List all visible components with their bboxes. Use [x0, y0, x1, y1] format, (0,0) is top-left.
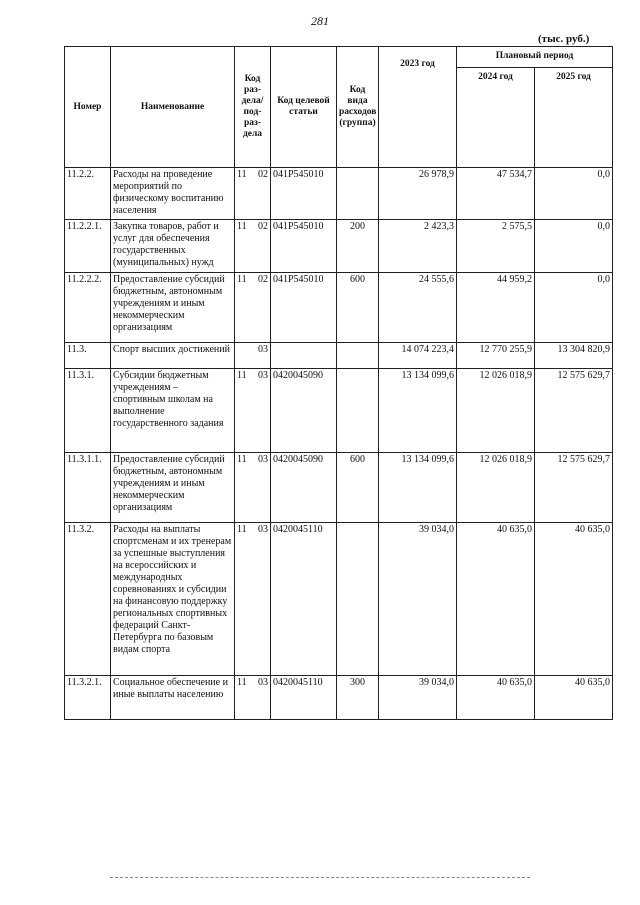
row-section-part: 11	[237, 524, 247, 535]
row-section-part: 11	[237, 274, 247, 285]
row-subsection-part: 02	[258, 221, 268, 232]
header-target: Код целевой статьи	[271, 47, 337, 168]
row-section-code	[235, 168, 271, 220]
row-name: Предоставление субсидий бюджетным, автономным учреждениям и иным некоммерческим организациям	[111, 453, 235, 523]
row-value-2024: 2 575,5	[457, 220, 535, 273]
row-expense-type: 600	[337, 273, 379, 343]
row-name: Спорт высших достижений	[111, 343, 235, 369]
row-value-2025: 40 635,0	[535, 523, 613, 676]
row-value-2024: 12 770 255,9	[457, 343, 535, 369]
table-row	[65, 369, 613, 453]
header-name: Наименование	[111, 47, 235, 168]
header-number: Номер	[65, 47, 111, 168]
table-row	[65, 343, 613, 369]
table-row	[65, 453, 613, 523]
row-subsection-part: 03	[258, 677, 268, 688]
row-section-code	[235, 343, 271, 369]
row-subsection-part: 03	[258, 454, 268, 465]
row-number: 11.2.2.2.	[65, 273, 111, 343]
header-2023: 2023 год	[379, 47, 457, 168]
row-value-2024: 40 635,0	[457, 523, 535, 676]
table-row	[65, 220, 613, 273]
row-value-2025: 0,0	[535, 273, 613, 343]
row-target-code: 0420045090	[271, 369, 337, 453]
row-expense-type	[337, 343, 379, 369]
row-name: Предоставление субсидий бюджетным, автономным учреждениям и иным некоммерческим организациям	[111, 273, 235, 343]
header-2024: 2024 год	[457, 67, 535, 168]
row-section-code	[235, 273, 271, 343]
row-expense-type: 600	[337, 453, 379, 523]
row-number: 11.3.1.1.	[65, 453, 111, 523]
row-value-2024: 40 635,0	[457, 676, 535, 720]
row-value-2023: 39 034,0	[379, 523, 457, 676]
row-section-part: 11	[237, 221, 247, 232]
row-value-2024: 47 534,7	[457, 168, 535, 220]
row-target-code: 041P545010	[271, 273, 337, 343]
row-value-2025: 0,0	[535, 168, 613, 220]
row-value-2024: 44 959,2	[457, 273, 535, 343]
row-value-2025: 0,0	[535, 220, 613, 273]
row-number: 11.2.2.1.	[65, 220, 111, 273]
row-value-2025: 13 304 820,9	[535, 343, 613, 369]
row-name: Расходы на проведение мероприятий по физическому воспитанию населения	[111, 168, 235, 220]
row-target-code: 0420045110	[271, 523, 337, 676]
page-number: 281	[311, 14, 329, 28]
row-value-2023: 2 423,3	[379, 220, 457, 273]
table-row	[65, 273, 613, 343]
header-planned: Плановый период	[457, 47, 613, 68]
row-number: 11.2.2.	[65, 168, 111, 220]
row-number: 11.3.2.1.	[65, 676, 111, 720]
row-name: Закупка товаров, работ и услуг для обеспечения государственных (муниципальных) нужд	[111, 220, 235, 273]
row-number: 11.3.2.	[65, 523, 111, 676]
row-expense-type	[337, 523, 379, 676]
header-section: Код раз-дела/ под-раз-дела	[235, 47, 271, 168]
row-number: 11.3.1.	[65, 369, 111, 453]
header-2025: 2025 год	[535, 67, 613, 168]
table-row	[65, 523, 613, 676]
row-subsection-part: 03	[258, 524, 268, 535]
table-row	[65, 168, 613, 220]
row-number: 11.3.	[65, 343, 111, 369]
row-section-code	[235, 369, 271, 453]
row-value-2023: 13 134 099,6	[379, 369, 457, 453]
row-target-code: 0420045110	[271, 676, 337, 720]
row-subsection-part: 03	[258, 370, 268, 381]
row-target-code: 0420045090	[271, 453, 337, 523]
row-value-2023: 13 134 099,6	[379, 453, 457, 523]
row-expense-type: 300	[337, 676, 379, 720]
row-name: Социальное обеспечение и иные выплаты населению	[111, 676, 235, 720]
row-section-code	[235, 453, 271, 523]
row-value-2025: 12 575 629,7	[535, 369, 613, 453]
row-name: Субсидии бюджетным учреждениям – спортивным школам на выполнение государственного задания	[111, 369, 235, 453]
row-value-2023: 14 074 223,4	[379, 343, 457, 369]
row-subsection-part: 02	[258, 169, 268, 180]
row-target-code	[271, 343, 337, 369]
row-value-2025: 12 575 629,7	[535, 453, 613, 523]
row-expense-type	[337, 168, 379, 220]
row-section-part: 11	[237, 169, 247, 180]
row-subsection-part: 03	[258, 344, 268, 355]
row-expense-type	[337, 369, 379, 453]
row-name: Расходы на выплаты спортсменам и их тренерам за успешные выступления на всероссийских и международных соревнованиях и субсидии на финансовую поддержку региональных спортивных федераций Санкт-Петербурга по базовым видам спорта	[111, 523, 235, 676]
row-target-code: 041P545010	[271, 168, 337, 220]
row-section-code	[235, 523, 271, 676]
row-section-part: 11	[237, 677, 247, 688]
row-value-2024: 12 026 018,9	[457, 453, 535, 523]
budget-table	[64, 46, 613, 720]
row-section-code	[235, 676, 271, 720]
row-section-code	[235, 220, 271, 273]
row-section-part: 11	[237, 454, 247, 465]
row-value-2023: 24 555,6	[379, 273, 457, 343]
row-value-2025: 40 635,0	[535, 676, 613, 720]
row-value-2024: 12 026 018,9	[457, 369, 535, 453]
row-target-code: 041P545010	[271, 220, 337, 273]
table-row	[65, 676, 613, 720]
row-value-2023: 39 034,0	[379, 676, 457, 720]
row-subsection-part: 02	[258, 274, 268, 285]
header-expense-type: Код вида расходов (группа)	[337, 47, 379, 168]
units-label: (тыс. руб.)	[538, 33, 590, 45]
bottom-divider	[110, 877, 530, 878]
row-expense-type: 200	[337, 220, 379, 273]
row-value-2023: 26 978,9	[379, 168, 457, 220]
row-section-part: 11	[237, 370, 247, 381]
